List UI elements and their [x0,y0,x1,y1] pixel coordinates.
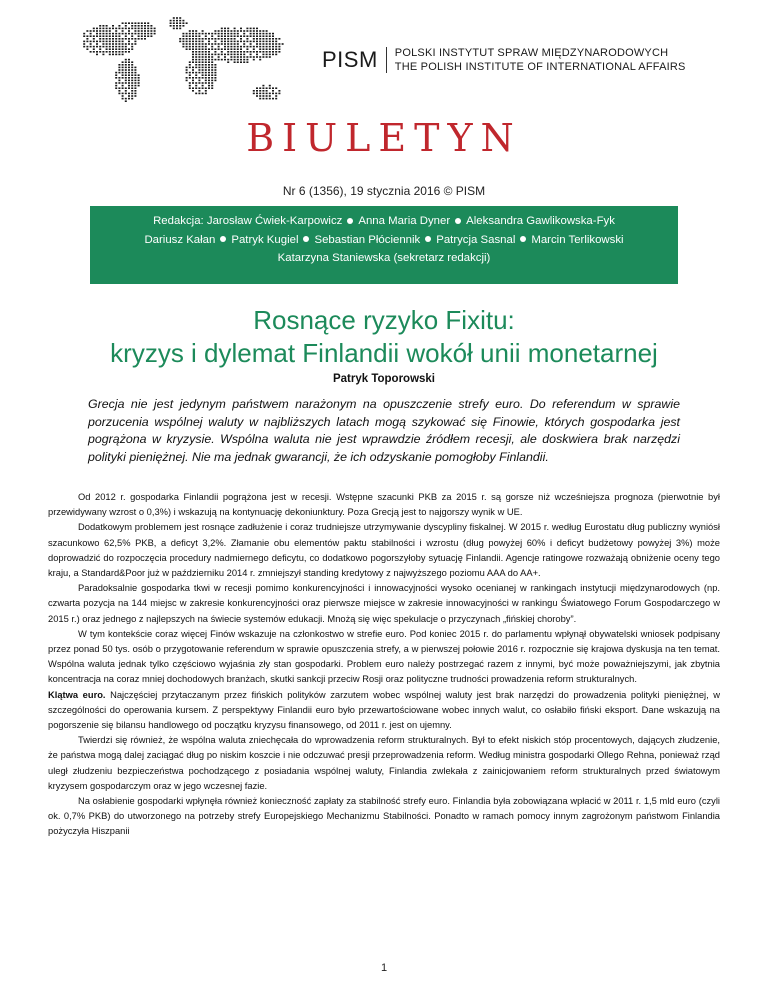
article-author: Patryk Toporowski [332,373,436,385]
editorial-board-box [90,206,678,284]
editors-row-3: Katarzyna Staniewska (sekretarz redakcji) [277,252,491,264]
paragraph: Od 2012 r. gospodarka Finlandii pogrążona jest w recesji. Wstępne szacunki PKB za 2015 r. są gorsze niż wcześniejsza prognoza (pierwotnie był przewidywany wzrost o 0,3%) i wskazują na kontynuację dekoniunktury. Poza Grecją jest to najgorszy wynik w UE. [48,492,720,518]
editor-name: Marcin Terlikowski [531,233,624,246]
article-title-line-2: kryzys i dylemat Finlandii wokół unii monetarnej [110,338,658,368]
article-lead: Grecja nie jest jedynym państwem narażonym na opuszczenie strefy euro. Do referendum w sprawie porzucenia wspólnej waluty w najbliższych latach mogą szykować się Finowie, których gospodarka jest pogrążona w kryzysie. Wspólna waluta nie jest wprawdzie źródłem recesji, ale doskwiera brak narzędzi polityki pieniężnej. Nie ma jednak gwarancji, że ich odzyskanie pomogłoby Finlandii. [88,397,680,464]
editor-name: Patrycja Sasnal [436,233,516,246]
paragraph: Dodatkowym problemem jest rosnące zadłużenie i coraz trudniejsze utrzymywanie dyscypliny fiskalnej. W 2015 r. według Eurostatu dług publiczny wyniósł szacunkowo 62,5% PKB, a deficyt 3,2%. Złamanie obu elementów paktu stabilności i wzrostu (dług powyżej 60% i deficyt budżetowy powyżej 3%) może doprowadzić do rozpoczęcia procedury nadmiernego deficytu, co dodatkowo pogorszyłoby sytuację Finlandii. Agencje ratingowe rozważają obniżenie oceny tego kraju, a Standard&Poor już w październiku 2014 r. zmniejszył standing kredytowy z najwyższego poziomu AAA do AA+. [48,522,720,579]
bullet-icon [347,218,353,224]
institute-name-en: THE POLISH INSTITUTE OF INTERNATIONAL AFFAIRS [394,61,686,73]
paragraph [48,688,720,734]
bullet-icon [425,236,431,242]
paragraph: Paradoksalnie gospodarka tkwi w recesji pomimo konkurencyjności i innowacyjności wysoko ocenianej w rankingach instytucji międzynarodowych (np. czwarta pozycja na 144 miejsc w zakresie konkurencyjności oraz pierwsze miejsce w zakresie innowacyjności w rankingu Światowego Forum Gospodarczego w 2015 r.) oraz jednego z najlepszych na świecie systemów edukacji. Mnożą się więc spekulacje o przyczynach „fińskiej choroby”. [48,583,720,624]
editor-name: Redakcja: Jarosław Ćwiek-Karpowicz [153,215,343,227]
issue-info: Nr 6 (1356), 19 stycznia 2016 © PISM [282,184,486,198]
pism-logo [322,46,686,74]
bullet-icon [520,236,526,242]
editor-name: Anna Maria Dyner [358,215,451,227]
world-map-logo [78,10,296,118]
paragraph: Na osłabienie gospodarki wpłynęła również konieczność zapłaty za stabilność strefy euro. Finlandia była zobowiązana wpłacić w 2011 r. 1,5 mld euro (czyli ok. 0,7% PKB) do utworzonego na potrzeby strefy Europejskiego Mechanizmu Stabilności. Ponadto w ramach pomocy innym zagrożonym państwom Finlandia pożyczyła Hiszpanii [48,796,720,837]
editor-name: Dariusz Kałan [144,233,216,246]
page-number: 1 [380,962,388,974]
bullet-icon [455,218,461,224]
paragraph: W tym kontekście coraz więcej Finów wskazuje na członkostwo w strefie euro. Pod koniec 2015 r. do parlamentu wpłynął obywatelski wniosek podpisany przez ponad 50 tys. osób o przygotowanie referendum w sprawie opuszczenia strefy, a w pierwszej połowie 2016 r. rozpocznie się krajowa dyskusja na ten temat. Wspólna waluta jednak tylko częściowo wyjaśnia zły stan gospodarki. Problem euro należy postrzegać razem z innymi, być może poważniejszymi, jak zbytnia koncentracja na coraz mniej dochodowych branżach, skutki sankcji przeciw Rosji oraz polityczne trudności prowadzenia reform strukturalnych. [48,628,720,685]
editors-row-1 [90,212,678,231]
editor-name: Aleksandra Gawlikowska-Fyk [466,215,615,227]
editors-row-2 [90,231,678,250]
paragraph: Twierdzi się również, że wspólna waluta zniechęcała do wprowadzenia reform strukturalnych. Był to efekt niskich stóp procentowych, dających złudzenie, że państwa mogą dalej zaciągać dług po niskim koszcie i nie odczuwać presji przeprowadzenia reform. Według ministra gospodarki Ollego Rehna, ponieważ rząd uległ złudzeniu bezpieczeństwa pochodzącego z posiadania wspólnej waluty, Finlandia zwlekała z zainicjowaniem reform strukturalnych przed światowym kryzysem gospodarczym oraz w jego wczesnej fazie. [48,735,720,791]
institute-name-pl: POLSKI INSTYTUT SPRAW MIĘDZYNARODOWYCH [394,47,669,59]
paragraph-text: Najczęściej przytaczanym przez fińskich polityków zarzutem wobec wspólnej waluty jest brak narzędzi do prowadzenia polityki pieniężnej, w szczególności do operowania kursem. Z perspektywy Finlandii euro było przewartościowane wobec innych walut, co osłabiło fiński eksport. Dane wskazują na pogorszenie się bilansu handlowego od początku kryzysu finansowego, od 2011 r. jest on ujemny. [48,689,720,731]
section-heading: Klątwa euro. [48,689,106,700]
editor-name: Sebastian Płóciennik [314,233,421,246]
editor-name: Patryk Kugiel [231,233,299,246]
bullet-icon [220,236,226,242]
publication-title: BIULETYN [246,116,522,160]
article-title-line-1: Rosnące ryzyko Fixitu: [253,305,515,335]
institute-names [387,46,686,74]
article-body [48,490,720,840]
pism-acronym: PISM [322,47,387,73]
article-title [0,304,768,370]
bullet-icon [303,236,309,242]
